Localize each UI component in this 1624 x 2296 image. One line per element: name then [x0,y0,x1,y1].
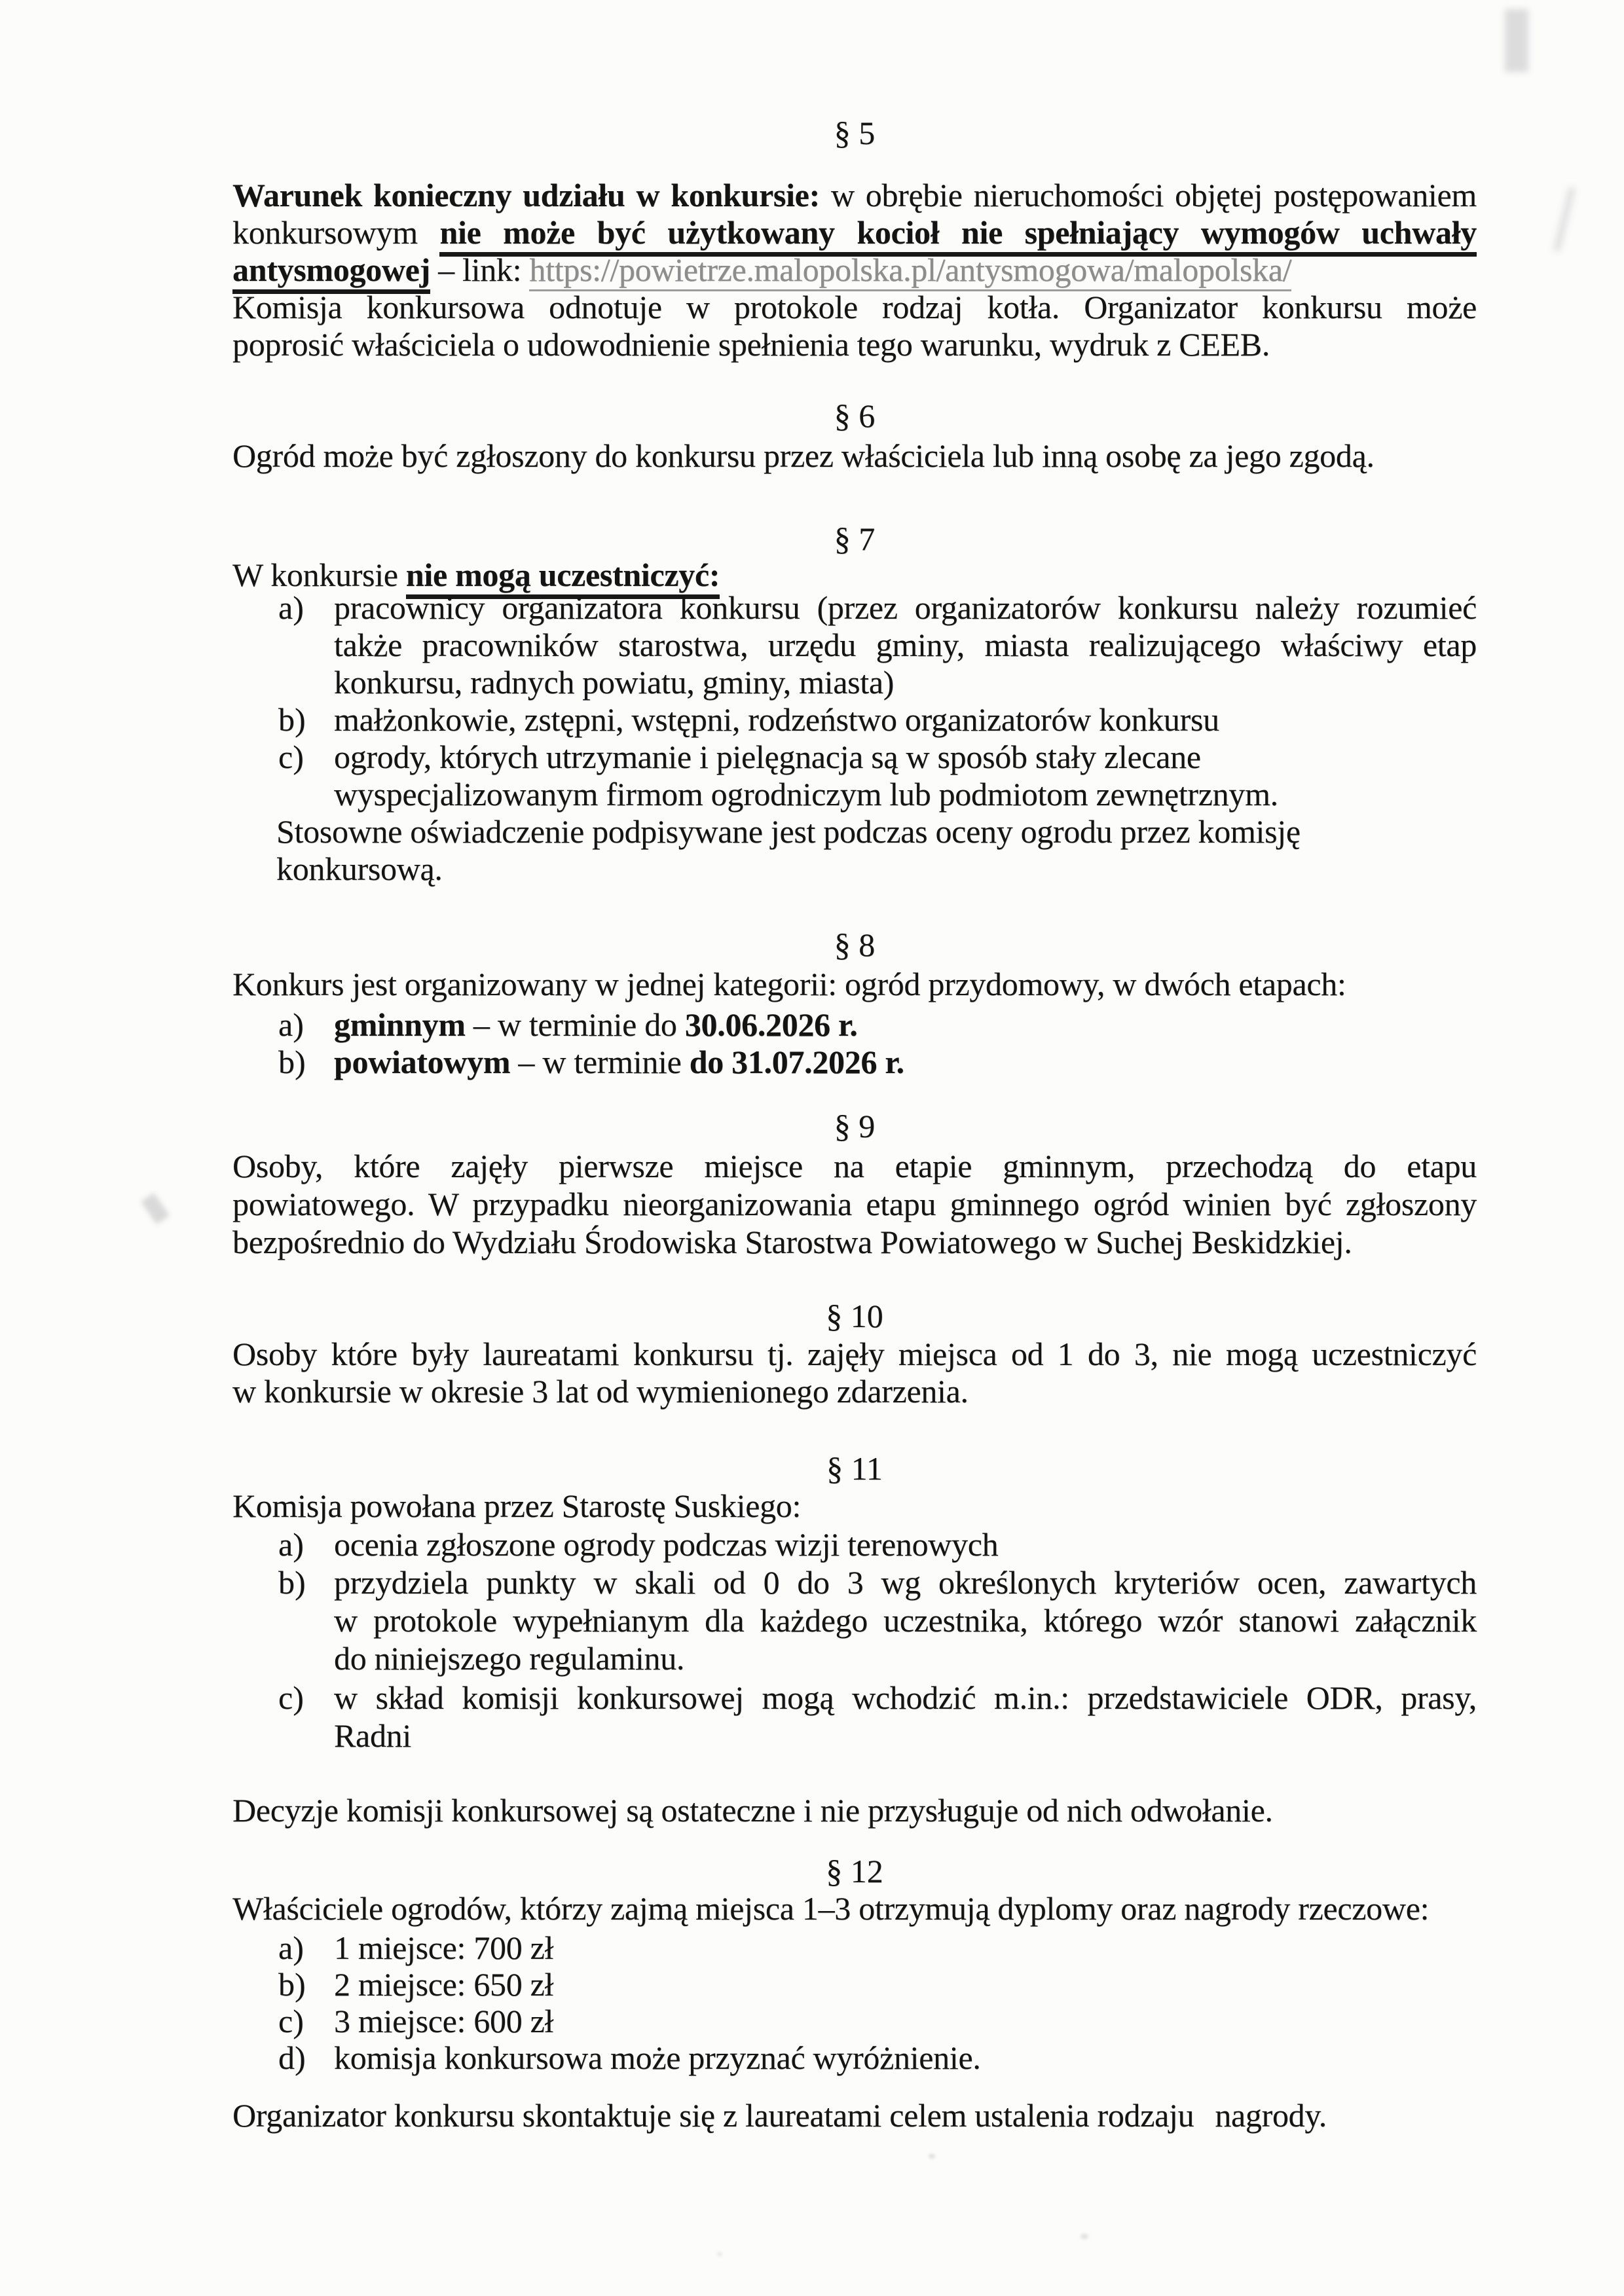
section-11-intro [232,1487,1477,1525]
text-line [334,1006,1477,1044]
text-line: Decyzje komisji konkursowej są ostateczne i nie przysługuje od nich odwołanie. [232,1792,1273,1829]
text-line: konkursową. [276,850,443,887]
list-item-8a [232,1006,1477,1044]
text-line [232,214,1477,251]
text-line: pracownicy organizatora konkursu (przez organizatorów konkursu należy rozumieć [334,589,1477,626]
text-line: bezpośrednio do Wydziału Środowiska Starostwa Powiatowego w Suchej Beskidzkiej. [232,1224,1352,1260]
section-6-paragraph [232,437,1477,475]
commission-decision-statement [232,1792,1477,1829]
section-6-heading: § 6 [834,397,876,434]
text-line: do niniejszego regulaminu. [334,1640,685,1677]
text-line: w protokole wypełnianym dla każdego uczestnika, którego wzór stanowi załącznik [334,1602,1477,1639]
list-marker: b) [278,1966,306,2003]
scan-smudge-top-right [1505,9,1528,72]
text-line: w skład komisji konkursowej mogą wchodzić m.in.: przedstawiciele ODR, prasy, [334,1679,1477,1716]
text-column [232,0,1477,2296]
section-7-intro [232,556,1477,594]
text-line [232,556,1477,594]
list-item-11a [232,1525,1477,1563]
list-item-11b [232,1563,1477,1677]
text-line: powiatowego. W przypadku nieorganizowania etapu gminnego ogród winien być zgłoszony [232,1186,1477,1222]
text-line: Ogród może być zgłoszony do konkursu przez właściciela lub inną osobę za jego zgodą. [232,437,1375,474]
bold-underlined-run: nie mogą uczestniczyć: [406,556,720,599]
text-line: małżonkowie, zstępni, wstępni, rodzeństwo organizatorów konkursu [334,701,1219,738]
text-run: w obrębie nieruchomości objętej postępowaniem [819,177,1477,213]
bold-run: gminnym [334,1006,466,1043]
list-item-7b [232,701,1477,738]
section-5-paragraph [232,177,1477,363]
text-run: – link: [430,251,530,288]
text-line: konkursu, radnych powiatu, gminy, miasta) [334,664,895,701]
section-8-heading: § 8 [834,926,876,963]
text-line [232,177,1477,214]
text-run: konkursowym [232,214,440,251]
list-marker: b) [278,1564,306,1601]
organizer-contact-statement [232,2097,1477,2134]
list-item-12a [232,1929,1477,1967]
bold-underlined-run: nie może być użytkowany kocioł nie spełniający wymogów uchwały [439,214,1477,257]
list-marker: a) [278,1006,304,1043]
list-marker: a) [278,1526,304,1563]
list-item-12d [232,2039,1477,2077]
list-item-12c [232,2003,1477,2040]
bold-run: 30.06.2026 r. [684,1006,858,1043]
list-item-7a [232,589,1477,701]
section-11-heading: § 11 [826,1450,883,1487]
section-12-intro [232,1890,1477,1927]
text-line: Konkurs jest organizowany w jednej kategorii: ogród przydomowy, w dwóch etapach: [232,966,1346,1002]
text-line: 2 miejsce: 650 zł [334,1966,554,2003]
section-9-paragraph [232,1147,1477,1261]
section-8-intro [232,966,1477,1003]
text-line: Stosowne oświadczenie podpisywane jest podczas oceny ogrodu przez komisję [276,813,1301,850]
text-line: 1 miejsce: 700 zł [334,1929,554,1966]
list-item-11c [232,1679,1477,1755]
text-line: poprosić właściciela o udowodnienie spełnienia tego warunku, wydruk z CEEB. [232,326,1270,363]
text-line: w konkursie w okresie 3 lat od wymienionego zdarzenia. [232,1373,969,1410]
bold-run: powiatowym [334,1044,511,1080]
text-line: Komisja konkursowa odnotuje w protokole rodzaj kotła. Organizator konkursu może [232,289,1477,325]
printed-url: https://powietrze.malopolska.pl/antysmogowa/malopolska/ [529,251,1291,291]
text-line [232,251,1477,289]
text-line: przydziela punkty w skali od 0 do 3 wg określonych kryteriów ocen, zawartych [334,1564,1477,1601]
text-line: komisja konkursowa może przyznać wyróżnienie. [334,2039,981,2076]
text-run: – w terminie do [465,1006,685,1043]
text-run: nagrody. [1215,2097,1327,2134]
scan-smudge-right [1553,187,1576,252]
text-line: ogrody, których utrzymanie i pielęgnacja są w sposób stały zlecane [334,738,1201,775]
text-line: 3 miejsce: 600 zł [334,2003,554,2039]
scan-mark-left-margin [141,1193,170,1224]
list-marker: a) [278,1929,304,1966]
list-marker: b) [278,701,306,738]
text-run: Organizator konkursu skontaktuje się z laureatami celem ustalenia rodzaju [232,2097,1194,2134]
text-line: Komisja powołana przez Starostę Suskiego: [232,1487,802,1524]
bold-underlined-run: antysmogowej [232,251,430,294]
text-line [232,2097,1477,2134]
list-item-8b [232,1044,1477,1081]
list-marker: c) [278,1679,304,1716]
text-line: także pracowników starostwa, urzędu gminy, miasta realizującego właściwy etap [334,627,1477,663]
bold-run: Warunek konieczny udziału w konkursie: [232,177,820,213]
section-12-heading: § 12 [826,1853,883,1889]
list-item-12b [232,1966,1477,2003]
section-10-paragraph [232,1336,1477,1410]
text-line: Radni [334,1717,411,1754]
list-marker: c) [278,2003,304,2039]
section-9-heading: § 9 [834,1108,876,1144]
text-run: W konkursie [232,556,406,593]
text-run: – w terminie [510,1044,690,1080]
list-item-7c [232,738,1477,813]
section-5-heading: § 5 [834,115,876,151]
text-line: ocenia zgłoszone ogrody podczas wizji terenowych [334,1526,999,1563]
list-marker: a) [278,589,304,626]
text-line: Osoby, które zajęły pierwsze miejsce na etapie gminnym, przechodzą do etapu [232,1148,1477,1184]
bold-run: do 31.07.2026 r. [689,1044,904,1080]
section-7-heading: § 7 [834,520,876,557]
section-7-note [276,813,1477,888]
text-line: Właściciele ogrodów, którzy zajmą miejsca 1–3 otrzymują dyplomy oraz nagrody rzeczowe: [232,1890,1430,1927]
list-marker: d) [278,2039,306,2076]
text-line: Osoby które były laureatami konkursu tj. zajęły miejsca od 1 do 3, nie mogą uczestniczyć [232,1336,1477,1372]
section-10-heading: § 10 [826,1298,883,1334]
list-marker: b) [278,1044,306,1080]
text-line: wyspecjalizowanym firmom ogrodniczym lub podmiotom zewnętrznym. [334,776,1278,812]
text-line [334,1044,1477,1081]
list-marker: c) [278,738,304,775]
